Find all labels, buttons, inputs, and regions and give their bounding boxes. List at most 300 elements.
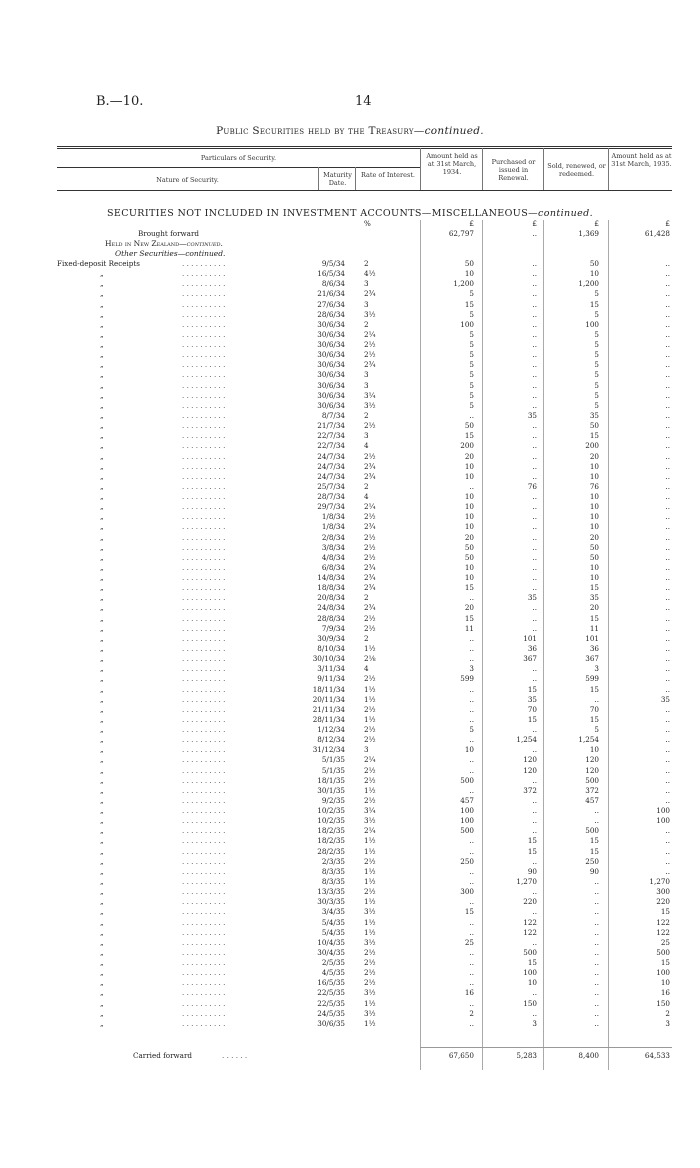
held-1934: ..: [469, 593, 474, 603]
held-1935: 500: [656, 947, 670, 957]
held-1935: ..: [665, 481, 670, 491]
held-1934: ..: [469, 755, 474, 765]
purchased: 120: [523, 755, 537, 765]
leader-dots: . . . . . . . . . .: [182, 299, 226, 309]
leader-dots: . . . . . . . . . .: [182, 958, 226, 967]
held-1934: ..: [469, 947, 474, 957]
nature-of-security: „: [100, 269, 104, 279]
maturity-date: 30/3/35: [317, 897, 345, 907]
nature-of-security: „: [100, 968, 104, 978]
maturity-date: 16/5/34: [317, 269, 345, 279]
held-1935: ..: [665, 765, 670, 775]
interest-rate: 2½: [364, 795, 376, 805]
nature-of-security: „: [100, 806, 104, 815]
leader-dots: . . . . . . . . . .: [182, 694, 226, 704]
held-1935: 300: [656, 887, 670, 897]
held-1935: ..: [665, 471, 670, 481]
purchased: ..: [532, 299, 537, 309]
held-1934: 50: [464, 259, 474, 268]
held-1935: ..: [665, 735, 670, 745]
table-row: [0, 887, 700, 897]
interest-rate: 2½: [364, 735, 376, 745]
nature-of-security: „: [100, 421, 104, 431]
held-1934: 10: [464, 522, 474, 532]
maturity-date: 30/10/34: [312, 654, 345, 664]
nature-of-security: „: [100, 481, 104, 491]
leader-dots: . . . . . . . . . .: [182, 390, 226, 400]
held-1935: 1,270: [649, 876, 670, 886]
purchased: ..: [532, 451, 537, 461]
maturity-date: 10/4/35: [317, 937, 345, 947]
leader-dots: . . . . . . . . . .: [182, 492, 226, 501]
table-row: [0, 583, 700, 593]
held-1934: 20: [464, 451, 474, 461]
sold: 5: [594, 329, 599, 339]
table-row: [0, 654, 700, 664]
maturity-date: 14/8/34: [317, 573, 345, 582]
maturity-date: 30/6/34: [317, 319, 345, 329]
maturity-date: 22/7/34: [317, 441, 345, 451]
nature-of-security: „: [100, 816, 104, 826]
interest-rate: 2⅛: [364, 654, 376, 664]
interest-rate: 2½: [364, 765, 376, 775]
interest-rate: 2¾: [364, 289, 376, 299]
header-divider: [318, 167, 319, 190]
purchased: ..: [532, 319, 537, 329]
carried-forward-v1: 67,650: [448, 1051, 474, 1060]
leader-dots: . . . . . . . . . .: [182, 259, 226, 268]
interest-rate: 1½: [364, 897, 376, 907]
sold: 5: [594, 309, 599, 319]
table-row: [0, 634, 700, 644]
purchased: ..: [532, 937, 537, 947]
sold: 500: [585, 775, 599, 785]
document-title: [0, 125, 700, 137]
purchased: ..: [532, 745, 537, 755]
leader-dots: . . . . . . . . . .: [182, 664, 226, 674]
purchased: 367: [523, 654, 537, 664]
held-1934: 5: [469, 390, 474, 400]
purchased: ..: [532, 400, 537, 410]
held-1934: 10: [464, 502, 474, 512]
held-1935: 100: [656, 816, 670, 826]
interest-rate: 1½: [364, 714, 376, 724]
sold: ..: [594, 876, 599, 886]
held-1934: ..: [469, 917, 474, 927]
purchased: 122: [523, 917, 537, 927]
leader-dots: . . . . . . . . . .: [182, 643, 226, 653]
leader-dots: . . . . . . . . . .: [182, 856, 226, 866]
held-1935: ..: [665, 552, 670, 562]
header-divider: [608, 148, 609, 190]
leader-dots: . . . . . . . . . .: [182, 1018, 226, 1028]
purchased: ..: [532, 826, 537, 836]
particulars-rule: [57, 167, 420, 168]
table-row: [0, 705, 700, 715]
purchased: ..: [532, 562, 537, 572]
held-1934: 16: [464, 988, 474, 998]
interest-rate: 2½: [364, 542, 376, 552]
held-1935: 150: [656, 998, 670, 1008]
held-1935: 15: [660, 958, 670, 967]
purchased: ..: [532, 309, 537, 319]
held-1934: 10: [464, 492, 474, 501]
leader-dots: . . . . . . . . . .: [182, 785, 226, 795]
leader-dots: . . . . . . . . . .: [182, 775, 226, 785]
interest-rate: 4: [364, 664, 369, 674]
sold: ..: [594, 937, 599, 947]
held-1935: ..: [665, 755, 670, 765]
interest-rate: 2½: [364, 725, 376, 734]
leader-dots: . . . . . . . . . .: [182, 897, 226, 907]
maturity-date: 18/8/34: [317, 583, 345, 593]
table-row: [0, 735, 700, 745]
sold: 10: [589, 502, 599, 512]
table-row: [0, 553, 700, 563]
sold: ..: [594, 917, 599, 927]
leader-dots: . . . . . . . . . .: [182, 522, 226, 532]
held-1934: ..: [469, 897, 474, 907]
sold: 90: [589, 866, 599, 876]
held-1935: ..: [665, 542, 670, 552]
leader-dots: . . . . . . . . . .: [182, 380, 226, 390]
nature-of-security: „: [100, 583, 104, 593]
interest-rate: 4: [364, 492, 369, 501]
section-title: [0, 208, 700, 219]
held-1935: ..: [665, 451, 670, 461]
leader-dots: . . . . . . . . . .: [182, 654, 226, 664]
purchased: 100: [523, 968, 537, 978]
sold: ..: [594, 897, 599, 907]
held-1934: 599: [460, 674, 474, 684]
sold: 5: [594, 725, 599, 734]
interest-rate: 2¾: [364, 461, 376, 471]
leader-dots: . . . . . . . . . .: [182, 937, 226, 947]
brought-forward-v3: 1,369: [578, 229, 599, 238]
table-row: [0, 370, 700, 380]
leader-dots: . . . . . . . . . .: [182, 876, 226, 886]
purchased: ..: [532, 269, 537, 279]
held-1934: 5: [469, 350, 474, 360]
purchased: ..: [532, 806, 537, 815]
table-row: [0, 867, 700, 877]
purchased: 150: [523, 998, 537, 1008]
purchased: ..: [532, 907, 537, 917]
section-title-main: SECURITIES NOT INCLUDED IN INVESTMENT ACCOUNTS—MISCELLANEOUS—: [106, 208, 539, 219]
table-row: [0, 543, 700, 553]
held-1935: ..: [665, 745, 670, 755]
nature-of-security: „: [100, 552, 104, 562]
held-1935: ..: [665, 461, 670, 471]
maturity-date: 3/8/34: [321, 542, 345, 552]
sold: 50: [589, 421, 599, 431]
maturity-date: 29/7/34: [317, 502, 345, 512]
nature-of-security: Fixed-deposit Receipts: [57, 259, 140, 268]
leader-dots: . . . . . . . . . .: [182, 319, 226, 329]
interest-rate: 1½: [364, 684, 376, 694]
table-row: [0, 614, 700, 624]
leader-dots: . . . . . . . . . .: [182, 350, 226, 360]
leader-dots: . . . . . . . . . .: [182, 603, 226, 613]
purchased: ..: [532, 370, 537, 380]
table-row: [0, 340, 700, 350]
held-1935: ..: [665, 532, 670, 542]
sold: ..: [594, 694, 599, 704]
sold: 599: [585, 674, 599, 684]
held-1934: ..: [469, 1018, 474, 1028]
header-top-rule: [57, 146, 672, 147]
leader-dots: . . . . . . . . . .: [182, 826, 226, 836]
leader-dots: . . . . . . . . . .: [182, 431, 226, 441]
sold: 15: [589, 613, 599, 623]
nature-of-security: „: [100, 350, 104, 360]
leader-dots: . . . . . . . . . .: [182, 836, 226, 846]
maturity-date: 3/4/35: [321, 907, 345, 917]
table-row: [0, 806, 700, 816]
maturity-date: 1/8/34: [321, 512, 345, 522]
sold: 367: [585, 654, 599, 664]
nature-of-security: „: [100, 299, 104, 309]
held-1934: 5: [469, 400, 474, 410]
nature-of-security: „: [100, 998, 104, 1008]
interest-rate: 1½: [364, 846, 376, 856]
purchased: 122: [523, 927, 537, 937]
held-1935: 3: [665, 1018, 670, 1028]
purchased: 15: [527, 714, 537, 724]
leader-dots: . . . . . . . . . .: [182, 917, 226, 927]
nature-of-security: „: [100, 522, 104, 532]
held-1934: ..: [469, 481, 474, 491]
maturity-date: 18/1/35: [317, 775, 345, 785]
nature-of-security: „: [100, 400, 104, 410]
held-1935: ..: [665, 643, 670, 653]
leader-dots: . . . . . . . . . .: [182, 370, 226, 380]
document-reference: B.—10.: [96, 94, 144, 109]
leader-dots: . . . . . . . . . .: [182, 755, 226, 765]
table-row: [0, 897, 700, 907]
interest-rate: 2½: [364, 451, 376, 461]
interest-rate: 2½: [364, 674, 376, 684]
maturity-date: 5/1/35: [321, 765, 345, 775]
nature-of-security: „: [100, 714, 104, 724]
held-1935: ..: [665, 775, 670, 785]
interest-rate: 3¼: [364, 806, 376, 815]
sold: ..: [594, 907, 599, 917]
held-1935: ..: [665, 795, 670, 805]
maturity-date: 4/8/34: [321, 552, 345, 562]
sold: 11: [589, 623, 599, 633]
title-main: Public Securities held by the Treasury: [216, 125, 414, 137]
sold: 10: [589, 269, 599, 279]
interest-rate: 2½: [364, 623, 376, 633]
sold: 15: [589, 714, 599, 724]
table-row: [0, 482, 700, 492]
purchased: ..: [532, 603, 537, 613]
interest-rate: 3: [364, 370, 369, 380]
held-1934: 250: [460, 856, 474, 866]
table-row: [0, 452, 700, 462]
purchased: 500: [523, 947, 537, 957]
nature-of-security: „: [100, 836, 104, 846]
maturity-date: 9/2/35: [321, 795, 345, 805]
held-1934: ..: [469, 876, 474, 886]
held-1935: ..: [665, 319, 670, 329]
brought-forward-v4: 61,428: [644, 229, 670, 238]
held-1935: ..: [665, 522, 670, 532]
maturity-date: 30/6/34: [317, 380, 345, 390]
purchased: ..: [532, 471, 537, 481]
interest-rate: 2: [364, 481, 369, 491]
leader-dots: . . . . . . . . . .: [182, 745, 226, 755]
purchased: ..: [532, 988, 537, 998]
nature-of-security: „: [100, 329, 104, 339]
table-row: [0, 320, 700, 330]
maturity-date: 30/9/34: [317, 633, 345, 643]
col-particulars: Particulars of Security.: [200, 154, 277, 162]
maturity-date: 30/6/34: [317, 350, 345, 360]
purchased: 35: [527, 694, 537, 704]
sold: 10: [589, 562, 599, 572]
held-1934: ..: [469, 643, 474, 653]
sold: 10: [589, 522, 599, 532]
maturity-date: 8/7/34: [321, 411, 345, 420]
nature-of-security: „: [100, 340, 104, 349]
interest-rate: 4: [364, 441, 369, 451]
held-1935: ..: [665, 603, 670, 613]
maturity-date: 4/5/35: [321, 968, 345, 978]
col-nature: Nature of Security.: [156, 176, 219, 184]
nature-of-security: „: [100, 562, 104, 572]
interest-rate: 1½: [364, 836, 376, 846]
purchased: 120: [523, 765, 537, 775]
nature-of-security: „: [100, 390, 104, 400]
interest-rate: 2½: [364, 968, 376, 978]
nature-of-security: „: [100, 441, 104, 451]
table-row: [0, 411, 700, 421]
table-row: [0, 259, 700, 269]
maturity-date: 25/7/34: [317, 481, 345, 491]
nature-of-security: „: [100, 907, 104, 917]
table-row: [0, 269, 700, 279]
held-1935: 220: [656, 897, 670, 907]
maturity-date: 30/6/34: [317, 400, 345, 410]
held-1935: 2: [665, 1008, 670, 1018]
leader-dots: . . . . . . . . . .: [182, 360, 226, 370]
leader-dots: . . . . . . . . . .: [182, 998, 226, 1008]
held-1935: ..: [665, 340, 670, 349]
nature-of-security: „: [100, 755, 104, 765]
maturity-date: 5/4/35: [321, 917, 345, 927]
table-row: [0, 573, 700, 583]
interest-rate: 2: [364, 411, 369, 420]
nature-of-security: „: [100, 887, 104, 897]
held-1935: ..: [665, 329, 670, 339]
held-1935: ..: [665, 360, 670, 370]
maturity-date: 18/2/35: [317, 836, 345, 846]
maturity-date: 21/11/34: [312, 704, 345, 714]
table-row: [0, 492, 700, 502]
nature-of-security: „: [100, 289, 104, 299]
held-1934: ..: [469, 735, 474, 745]
leader-dots: . . . . . . . . . .: [182, 573, 226, 582]
held-1935: 16: [660, 988, 670, 998]
leader-dots: . . . . . . . . . .: [182, 816, 226, 826]
leader-dots: . . . . . . . . . .: [182, 623, 226, 633]
nature-of-security: „: [100, 765, 104, 775]
held-1934: ..: [469, 998, 474, 1008]
interest-rate: 1½: [364, 998, 376, 1008]
held-1934: 3: [469, 664, 474, 674]
held-1934: 10: [464, 512, 474, 522]
nature-of-security: „: [100, 492, 104, 501]
nature-of-security: „: [100, 1018, 104, 1028]
leader-dots: . . . . . . . . . .: [182, 714, 226, 724]
maturity-date: 21/7/34: [317, 421, 345, 431]
interest-rate: 2½: [364, 350, 376, 360]
interest-rate: 3: [364, 380, 369, 390]
table-row: [0, 664, 700, 674]
held-1934: 1,200: [453, 279, 474, 289]
held-1934: 20: [464, 532, 474, 542]
interest-rate: 2: [364, 633, 369, 643]
maturity-date: 5/4/35: [321, 927, 345, 937]
header-divider: [482, 148, 483, 190]
held-1934: ..: [469, 846, 474, 856]
purchased: ..: [532, 583, 537, 593]
maturity-date: 30/6/34: [317, 340, 345, 349]
interest-rate: 2¼: [364, 826, 376, 836]
nature-of-security: „: [100, 309, 104, 319]
leader-dots: . . . . . . . . . .: [182, 451, 226, 461]
table-row: [0, 816, 700, 826]
sold: 120: [585, 765, 599, 775]
sold: 15: [589, 583, 599, 593]
held-1934: ..: [469, 633, 474, 643]
maturity-date: 2/8/34: [321, 532, 345, 542]
maturity-date: 28/6/34: [317, 309, 345, 319]
sold: 200: [585, 441, 599, 451]
table-row: [0, 766, 700, 776]
leader-dots: . . . . . . . . . .: [182, 461, 226, 471]
held-1935: ..: [665, 856, 670, 866]
unit-v2: £: [532, 219, 537, 228]
sold: 5: [594, 380, 599, 390]
col-purchased: Purchased or issued in Renewal.: [491, 158, 536, 182]
purchased: 35: [527, 593, 537, 603]
held-1934: 100: [460, 816, 474, 826]
held-1935: ..: [665, 441, 670, 451]
held-1934: 300: [460, 887, 474, 897]
held-1934: 15: [464, 431, 474, 441]
held-1935: ..: [665, 289, 670, 299]
brought-forward-v1: 62,797: [448, 229, 474, 238]
leader-dots: . . . . . . . . . .: [182, 846, 226, 856]
held-1935: 100: [656, 968, 670, 978]
held-1935: 100: [656, 806, 670, 815]
interest-rate: 2¾: [364, 603, 376, 613]
sold: 10: [589, 745, 599, 755]
sold: ..: [594, 947, 599, 957]
leader-dots: . . . . . . . . . .: [182, 421, 226, 431]
held-1934: 5: [469, 289, 474, 299]
interest-rate: 3: [364, 279, 369, 289]
units-row: [0, 219, 700, 229]
held-1934: 100: [460, 319, 474, 329]
sold: 10: [589, 512, 599, 522]
purchased: 3: [532, 1018, 537, 1028]
held-1935: ..: [665, 684, 670, 694]
held-1935: ..: [665, 836, 670, 846]
